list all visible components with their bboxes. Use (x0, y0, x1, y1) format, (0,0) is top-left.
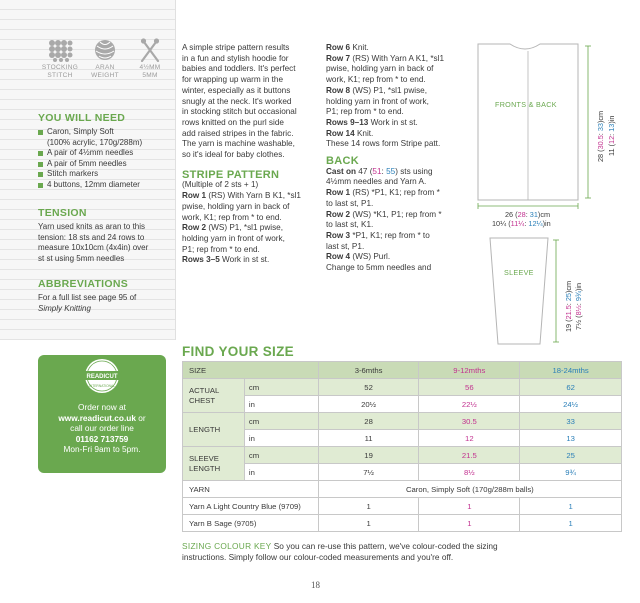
logo-sub: INTERNATIONAL (88, 384, 116, 388)
stripe-pattern-title: STRIPE PATTERN (182, 168, 280, 181)
body-height-cm: 28 (30.5: 33)cm (596, 110, 605, 162)
intro-text: A simple stripe pattern results in a fun and stylish hoodie for babies and toddlers. It's perfect for wrapping up warm in the winter, especially as it buttons snugly at the neck. It's worked in stocking stitch but occasional rows knitted on the purl side add raised stripes in the fabric. The yarn is machine washable, so it's ideal for baby clothes. (182, 43, 297, 160)
find-your-size-title: FIND YOUR SIZE (182, 344, 294, 359)
aran-weight-label1: ARAN (95, 64, 115, 71)
stocking-stitch-block (40, 38, 80, 80)
needles-block (130, 38, 170, 80)
table-row: SIZE 3-6mths 9-12mths 18-24mths (183, 362, 622, 379)
needles-label2: 5MM (142, 72, 158, 79)
stocking-stitch-icon (47, 38, 73, 62)
table-row: in 7½ 8½ 9¾ (183, 464, 622, 481)
aran-weight-block (85, 38, 125, 80)
list-item: A pair of 5mm needles (38, 159, 174, 170)
sizing-key-title: SIZING COLOUR KEY (182, 541, 272, 551)
tension-title: TENSION (38, 207, 87, 219)
you-will-need-list (38, 127, 174, 190)
order-hours: Mon-Fri 9am to 5pm. (63, 444, 141, 454)
table-row: LENGTH cm 28 30.5 33 (183, 413, 622, 430)
order-line3: call our order line (70, 423, 134, 433)
readicut-order-box: READICUT INTERNATIONAL Order now at www.readicut.co.uk or call our order line 01162 713759 Mon-Fri 9am to 5pm. (38, 355, 166, 473)
body-width-cm: 26 (28: 31)cm (505, 210, 551, 219)
intro-column: A simple stripe pattern results in a fun and stylish hoodie for babies and toddlers. It's perfect for wrapping up warm in the winter, especially as it buttons snugly at the neck. It's worked in stocking stitch but occasional rows knitted on the purl side add raised stripes in the fabric. The yarn is machine washable, so it's ideal for baby clothes. STRIPE PATTERN (Multiple of 2 sts + 1) Row 1 (RS) With Yarn B K1, *sl1 pwise, holding yarn in back of work, K1; rep from * to end. Row 2 (WS) P1, *sl1 pwise, holding yarn in front of work, P1; rep from * to end. Rows 3–5 Work in st st. (182, 43, 322, 266)
stocking-stitch-label1: STOCKING (41, 64, 79, 71)
garment-schematic (470, 38, 640, 358)
list-item: Stitch markers (38, 169, 174, 180)
abbreviations-text: For a full list see page 95 of Simply Knitting (38, 293, 137, 313)
schematic-drawing (470, 38, 640, 358)
pattern-icons (40, 38, 170, 80)
stocking-stitch-label2: STITCH (47, 72, 73, 79)
table-row: in 20½ 22½ 24½ (183, 396, 622, 413)
logo-text: READICUT (86, 374, 118, 380)
sleeve-length-cm: 19 (21.5: 25)cm (564, 280, 573, 332)
page-number: 18 (311, 580, 320, 590)
needles-icon (137, 38, 163, 62)
order-phone: 01162 713759 (75, 433, 129, 444)
order-url[interactable]: www.readicut.co.uk (58, 412, 136, 423)
abbreviations-title: ABBREVIATIONS (38, 278, 129, 290)
table-row: in 11 12 13 (183, 430, 622, 447)
tension-text: Yarn used knits as aran to this tension: 18 sts and 24 rows to measure 10x10cm (4x4in) over st st using 5mm needles (38, 222, 149, 263)
list-item: A pair of 4½mm needles (38, 148, 174, 159)
order-line1: Order now at (78, 402, 126, 412)
stripe-mult: (Multiple of 2 sts + 1) (182, 180, 259, 190)
size-table (182, 361, 622, 532)
table-row: SLEEVE LENGTH cm 19 21.5 25 (183, 447, 622, 464)
needles-label1: 4½MM (139, 64, 161, 71)
pattern-column: Row 6 Knit. Row 7 (RS) With Yarn A K1, *sl1 pwise, holding yarn in back of work, K1; rep from * to end. Row 8 (WS) P1, *sl1 pwise, holding yarn in front of work, P1; rep from * to end. Rows 9–13 Work in st st. Row 14 Knit. These 14 rows form Stripe patt. BACK Cast on 47 (51: 55) sts using 4½mm needles and Yarn A. Row 1 (RS) *P1, K1; rep from * to last st, P1. Row 2 (WS) *K1, P1; rep from * to last st, K1. Row 3 *P1, K1; rep from * to last st, P1. Row 4 (WS) Purl. Change to 5mm needles and (326, 43, 466, 274)
sleeve-length-in: 7½ (8½: 9¾)in (574, 282, 583, 330)
aran-weight-label2: WEIGHT (91, 72, 119, 79)
table-row: YARN Caron, Simply Soft (170g/288m balls) (183, 481, 622, 498)
back-title: BACK (326, 155, 359, 168)
you-will-need-title: YOU WILL NEED (38, 112, 126, 124)
table-row: ACTUAL CHEST cm 52 56 62 (183, 379, 622, 396)
body-height-in: 11 (12: 13)in (607, 115, 616, 156)
table-row: Yarn B Sage (9705) 1 1 1 (183, 515, 622, 532)
fronts-back-label: FRONTS & BACK (495, 100, 557, 109)
sizing-colour-key: SIZING COLOUR KEY So you can re-use this pattern, we've colour-coded the sizing instructions. Simply follow our colour-coded measurements and you're off. (182, 541, 498, 562)
list-item: Caron, Simply Soft (100% acrylic, 170g/288m) (38, 127, 174, 148)
aran-weight-icon (92, 38, 118, 62)
readicut-logo-icon (80, 357, 124, 395)
list-item: 4 buttons, 12mm diameter (38, 180, 174, 191)
sleeve-label: SLEEVE (504, 268, 534, 277)
sleeve-shape (490, 238, 548, 344)
table-row: Yarn A Light Country Blue (9709) 1 1 1 (183, 498, 622, 515)
body-width-in: 10¼ (11¼: 12¼)in (492, 219, 551, 228)
